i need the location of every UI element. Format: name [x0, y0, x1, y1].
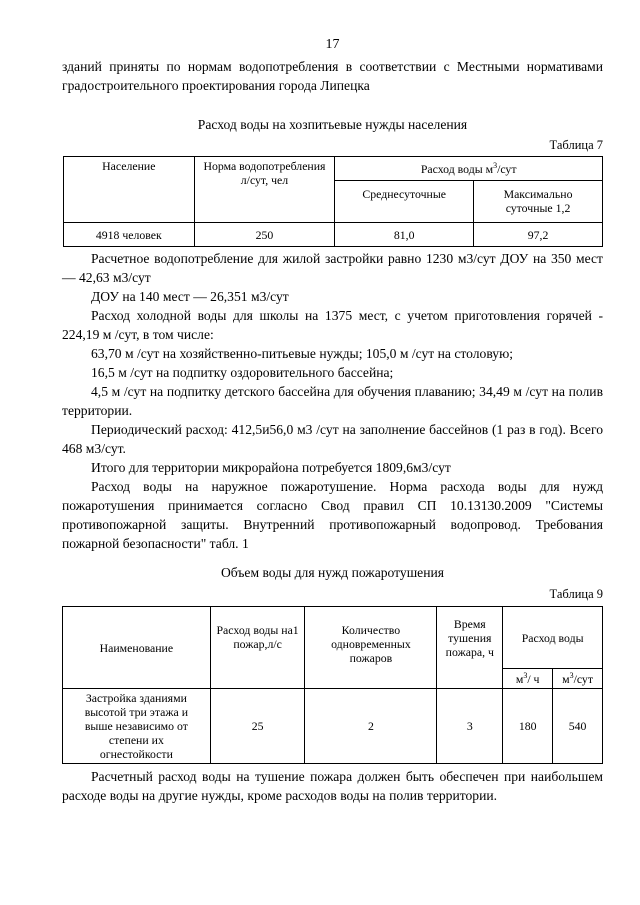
table9 — [62, 606, 603, 764]
table9-header-name: Наименование — [63, 607, 211, 689]
table9-cell-m3d: 540 — [553, 689, 603, 764]
table7 — [63, 156, 603, 247]
paragraph-8: Итого для территории микрорайона потребуется 1809,6м3/сут — [91, 460, 451, 475]
table7-header-norm: Норма водопотребления л/сут, чел — [194, 157, 335, 223]
intro-paragraph: зданий приняты по нормам водопотребления в соответствии с Местными нормативами градостроительного проектирования города Липецка — [62, 59, 603, 93]
table9-header-flow: Расход воды — [503, 607, 603, 669]
table9-header-duration: Время тушения пожара, ч — [437, 607, 503, 689]
paragraph-7: Периодический расход: 412,5и56,0 м3 /сут на заполнение бассейнов (1 раз в год). Всего 468 м3/сут. — [62, 422, 603, 456]
table9-header-m3h — [503, 669, 553, 689]
table9-cell-name: Застройка зданиями высотой три этажа и выше независимо от степени их огнестойкости — [63, 689, 211, 764]
table9-cell-flow-per-fire: 25 — [210, 689, 305, 764]
table7-header-flow-base: Расход воды м — [420, 161, 494, 176]
table7-caption: Таблица 7 — [549, 138, 603, 152]
table9-cell-m3h: 180 — [503, 689, 553, 764]
table9-cell-duration: 3 — [437, 689, 503, 764]
paragraph-3: Расход холодной воды для школы на 1375 мест, с учетом приготовления горячей - 224,19 м /сут, в том числе: — [62, 308, 603, 342]
table7-header-flow-sup: 3 — [493, 160, 498, 170]
paragraph-5: 16,5 м /сут на подпитку оздоровительного бассейна; — [91, 365, 394, 380]
table7-header-max: Максимально суточные 1,2 — [474, 181, 603, 223]
table7-header-avg: Среднесуточные — [335, 181, 474, 223]
paragraph-4: 63,70 м /сут на хозяйственно-питьевые нужды; 105,0 м /сут на столовую; — [91, 346, 514, 361]
table7-cell-norm: 250 — [194, 223, 335, 247]
table7-cell-avg: 81,0 — [335, 223, 474, 247]
final-paragraph: Расчетный расход воды на тушение пожара должен быть обеспечен при наибольшем расходе воды на другие нужды, кроме расходов воды на полив территории. — [62, 769, 603, 803]
table7-header-flow-unit: /сут — [497, 161, 517, 176]
document-page — [62, 0, 603, 805]
paragraph-9: Расход воды на наружное пожаротушение. Норма расхода воды для нужд пожаротушения принимается согласно Свод правил СП 10.13130.2009 "Системы противопожарной защиты. Внутренний противопожарный водопровод. Требования пожарной безопасности" табл. 1 — [62, 479, 603, 551]
table7-cell-max: 97,2 — [474, 223, 603, 247]
page-number: 17 — [325, 37, 340, 52]
table9-header-m3d-base: м — [562, 671, 570, 686]
table7-header-flow — [335, 157, 603, 181]
table9-header-simultaneous: Количество одновременных пожаров — [305, 607, 437, 689]
table9-header-m3d — [553, 669, 603, 689]
table9-caption: Таблица 9 — [549, 587, 603, 601]
table9-header-m3h-sup: 3 — [523, 670, 528, 680]
table9-header-m3h-unit: / ч — [527, 671, 540, 686]
table9-header-m3h-base: м — [515, 671, 524, 686]
table9-cell-simultaneous: 2 — [305, 689, 437, 764]
paragraph-2: ДОУ на 140 мест — 26,351 м3/сут — [91, 289, 289, 304]
table9-header-flow-per-fire: Расход воды на1 пожар,л/с — [210, 607, 305, 689]
table9-row — [63, 689, 603, 764]
table9-header-m3d-unit: /сут — [573, 671, 593, 686]
table7-header-population: Население — [64, 157, 195, 223]
table7-title: Расход воды на хозпитьевые нужды населения — [197, 117, 468, 132]
table9-header-m3d-sup: 3 — [569, 670, 574, 680]
table9-title: Объем воды для нужд пожаротушения — [220, 565, 445, 580]
paragraph-1: Расчетное водопотребление для жилой застройки равно 1230 м3/сут ДОУ на 350 мест — 42,63 м3/сут — [62, 251, 603, 285]
table7-cell-population: 4918 человек — [64, 223, 195, 247]
table7-row — [64, 223, 603, 247]
paragraph-6: 4,5 м /сут на подпитку детского бассейна для обучения плаванию; 34,49 м /сут на полив территории. — [62, 384, 603, 418]
